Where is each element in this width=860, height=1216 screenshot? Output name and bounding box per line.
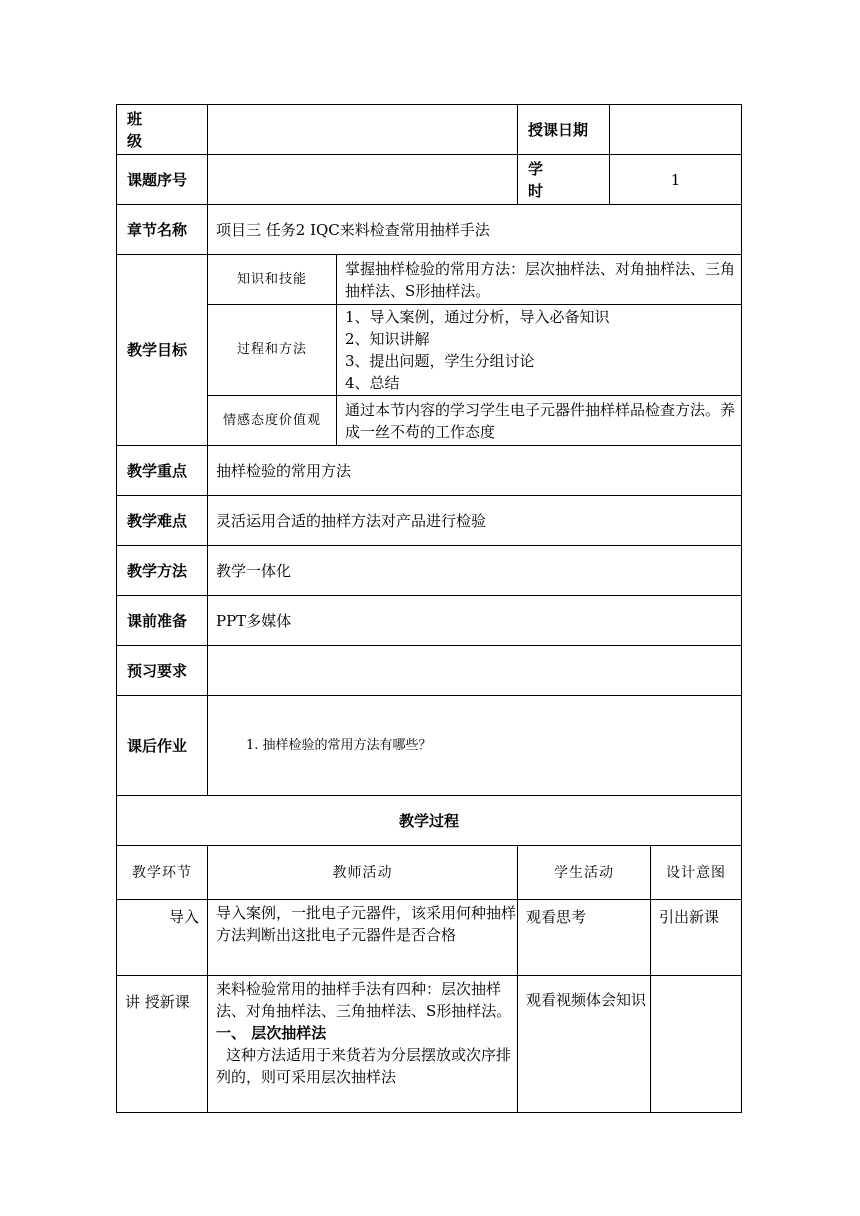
stage-intro: 导入 — [117, 900, 208, 976]
row-objective-process — [117, 305, 742, 396]
row-class — [117, 105, 742, 155]
teacher-lecture-detail: 这种方法适用于来货若为分层摆放或次序排列的，则可采用层次抽样法 — [216, 1046, 512, 1086]
objectives-label: 教学目标 — [117, 255, 208, 446]
design-intro: 引出新课 — [651, 900, 742, 976]
preview-value[interactable] — [208, 646, 742, 696]
col-design-header: 设计意图 — [651, 846, 742, 900]
col-teacher-header: 教师活动 — [208, 846, 518, 900]
design-lecture — [651, 976, 742, 1113]
emotion-text: 通过本节内容的学习学生电子元器件抽样样品检查方法。养成一丝不苟的工作态度 — [337, 396, 742, 446]
row-objective-emotion — [117, 396, 742, 446]
prep-value: PPT多媒体 — [208, 596, 742, 646]
stage-lecture: 讲 授新课 — [117, 976, 208, 1113]
process-title: 教学过程 — [117, 796, 742, 846]
row-key-point — [117, 446, 742, 496]
prep-label: 课前准备 — [117, 596, 208, 646]
process-row-intro — [117, 900, 742, 976]
key-point-value: 抽样检验的常用方法 — [208, 446, 742, 496]
row-prep — [117, 596, 742, 646]
hours-label: 学 时 — [518, 155, 610, 205]
row-topic — [117, 155, 742, 205]
row-objective-knowledge — [117, 255, 742, 305]
row-homework — [117, 696, 742, 796]
chapter-label: 章节名称 — [117, 205, 208, 255]
hours-value: 1 — [610, 155, 742, 205]
topic-no-label: 课题序号 — [117, 155, 208, 205]
student-lecture: 观看视频体会知识 — [518, 976, 651, 1113]
homework-label: 课后作业 — [117, 696, 208, 796]
process-item: 4、总结 — [345, 374, 400, 392]
knowledge-text: 掌握抽样检验的常用方法：层次抽样法、对角抽样法、三角抽样法、S形抽样法。 — [337, 255, 742, 305]
col-stage-header: 教学环节 — [117, 846, 208, 900]
homework-item: 1. 抽样检验的常用方法有哪些？ — [208, 696, 742, 796]
date-value[interactable] — [610, 105, 742, 155]
process-item: 1、导入案例，通过分析，导入必备知识 — [345, 308, 610, 326]
process-item: 2、知识讲解 — [345, 330, 430, 348]
teacher-intro: 导入案例，一批电子元器件，该采用何种抽样方法判断出这批电子元器件是否合格 — [208, 900, 518, 976]
row-chapter — [117, 205, 742, 255]
process-row-lecture — [117, 976, 742, 1113]
date-label: 授课日期 — [518, 105, 610, 155]
row-method — [117, 546, 742, 596]
emotion-label: 情感态度价值观 — [208, 396, 337, 446]
method-value: 教学一体化 — [208, 546, 742, 596]
key-point-label: 教学重点 — [117, 446, 208, 496]
process-label: 过程和方法 — [208, 305, 337, 396]
row-process-title — [117, 796, 742, 846]
teacher-lecture-intro: 来料检验常用的抽样手法有四种：层次抽样法、对角抽样法、三角抽样法、S形抽样法。 — [216, 980, 512, 1020]
class-label: 班 级 — [117, 105, 208, 155]
lesson-plan-table — [116, 104, 742, 1113]
teacher-lecture — [208, 976, 518, 1113]
chapter-value: 项目三 任务2 IQC来料检查常用抽样手法 — [208, 205, 742, 255]
process-item: 3、提出问题，学生分组讨论 — [345, 352, 535, 370]
row-preview — [117, 646, 742, 696]
method-label: 教学方法 — [117, 546, 208, 596]
class-value[interactable] — [208, 105, 518, 155]
difficult-point-label: 教学难点 — [117, 496, 208, 546]
student-intro: 观看思考 — [518, 900, 651, 976]
knowledge-label: 知识和技能 — [208, 255, 337, 305]
process-list — [337, 305, 742, 396]
topic-no-value[interactable] — [208, 155, 518, 205]
preview-label: 预习要求 — [117, 646, 208, 696]
section-heading: 一、 层次抽样法 — [216, 1024, 327, 1042]
process-header-row — [117, 846, 742, 900]
row-difficult-point — [117, 496, 742, 546]
difficult-point-value: 灵活运用合适的抽样方法对产品进行检验 — [208, 496, 742, 546]
col-student-header: 学生活动 — [518, 846, 651, 900]
